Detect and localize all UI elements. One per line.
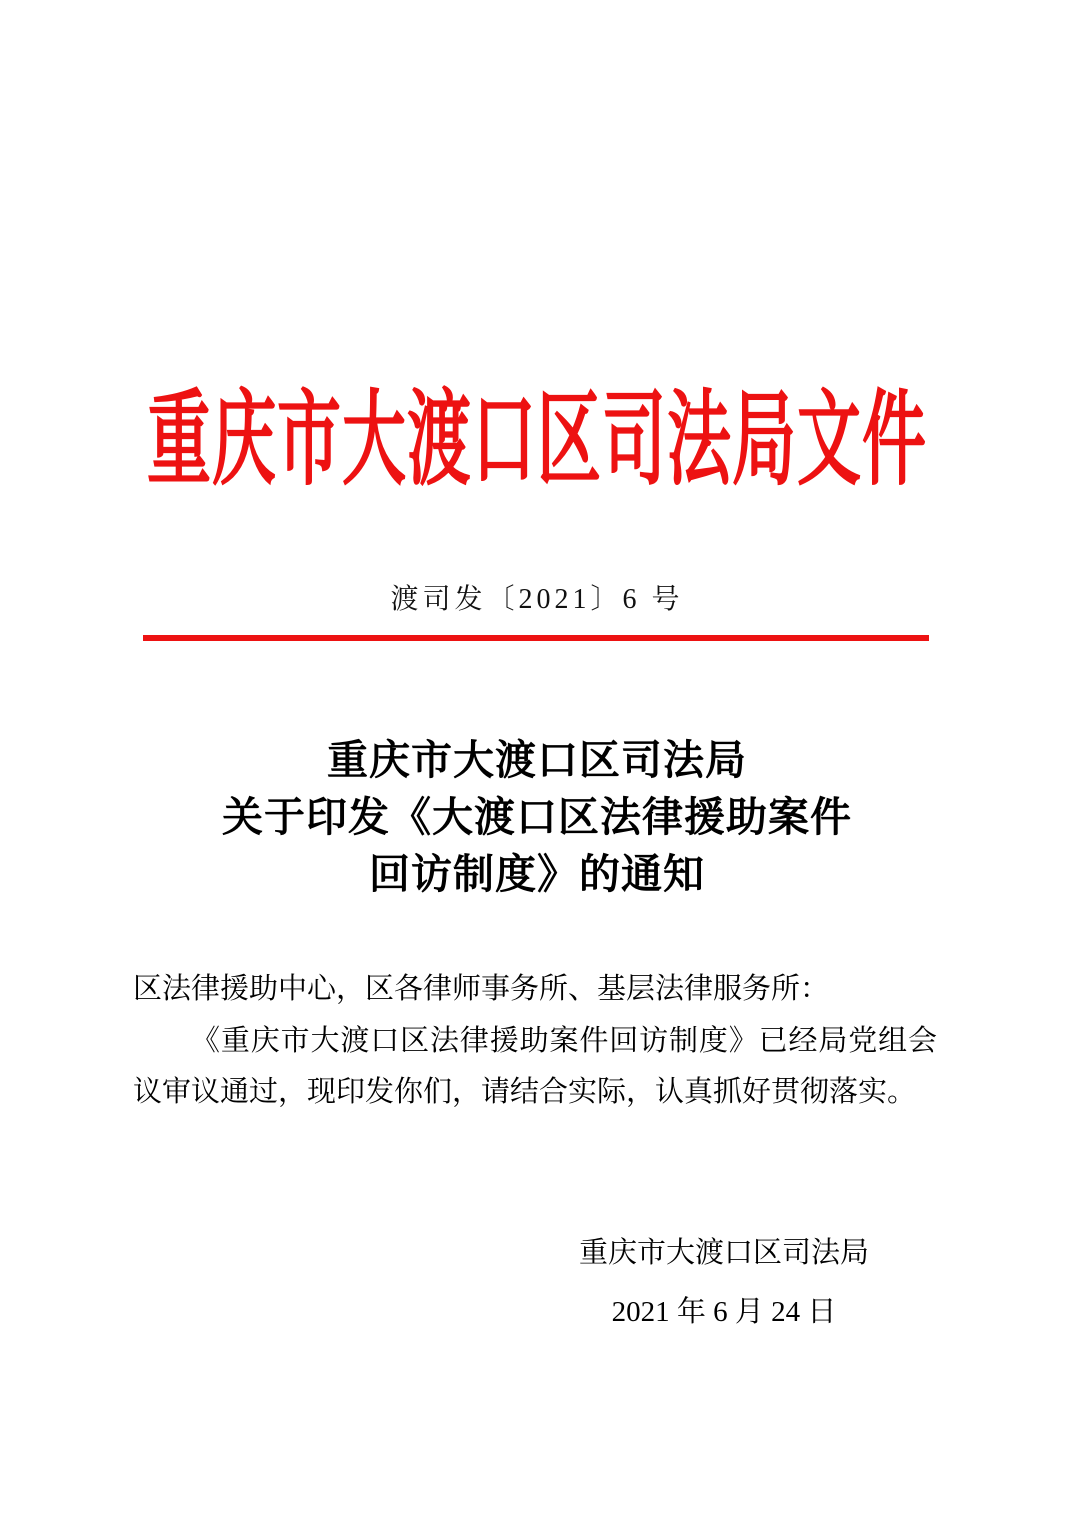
closing-block (387, 1224, 1061, 1342)
red-divider-rule (143, 635, 929, 641)
document-title-line-3: 回访制度》的通知 (369, 851, 705, 897)
red-header-banner (0, 382, 1074, 498)
document-reference-number: 渡司发〔2021〕6 号 (390, 584, 684, 615)
issuing-agency-banner-title: 重庆市大渡口区司法局文件 (147, 382, 927, 498)
document-title-line-1: 重庆市大渡口区司法局 (327, 737, 747, 783)
document-body (133, 964, 937, 1119)
body-paragraph: 《重庆市大渡口区法律援助案件回访制度》已经局党组会议审议通过，现印发你们，请结合实际，认真抓好贯彻落实。 (133, 1024, 937, 1108)
signature-date: 2021 年 6 月 24 日 (611, 1296, 837, 1328)
document-title (0, 732, 1074, 903)
signature-agency-name: 重庆市大渡口区司法局 (578, 1237, 869, 1269)
salutation-line: 区法律援助中心，区各律师事务所、基层法律服务所： (133, 973, 830, 1005)
document-title-line-2: 关于印发《大渡口区法律援助案件 (222, 794, 852, 840)
